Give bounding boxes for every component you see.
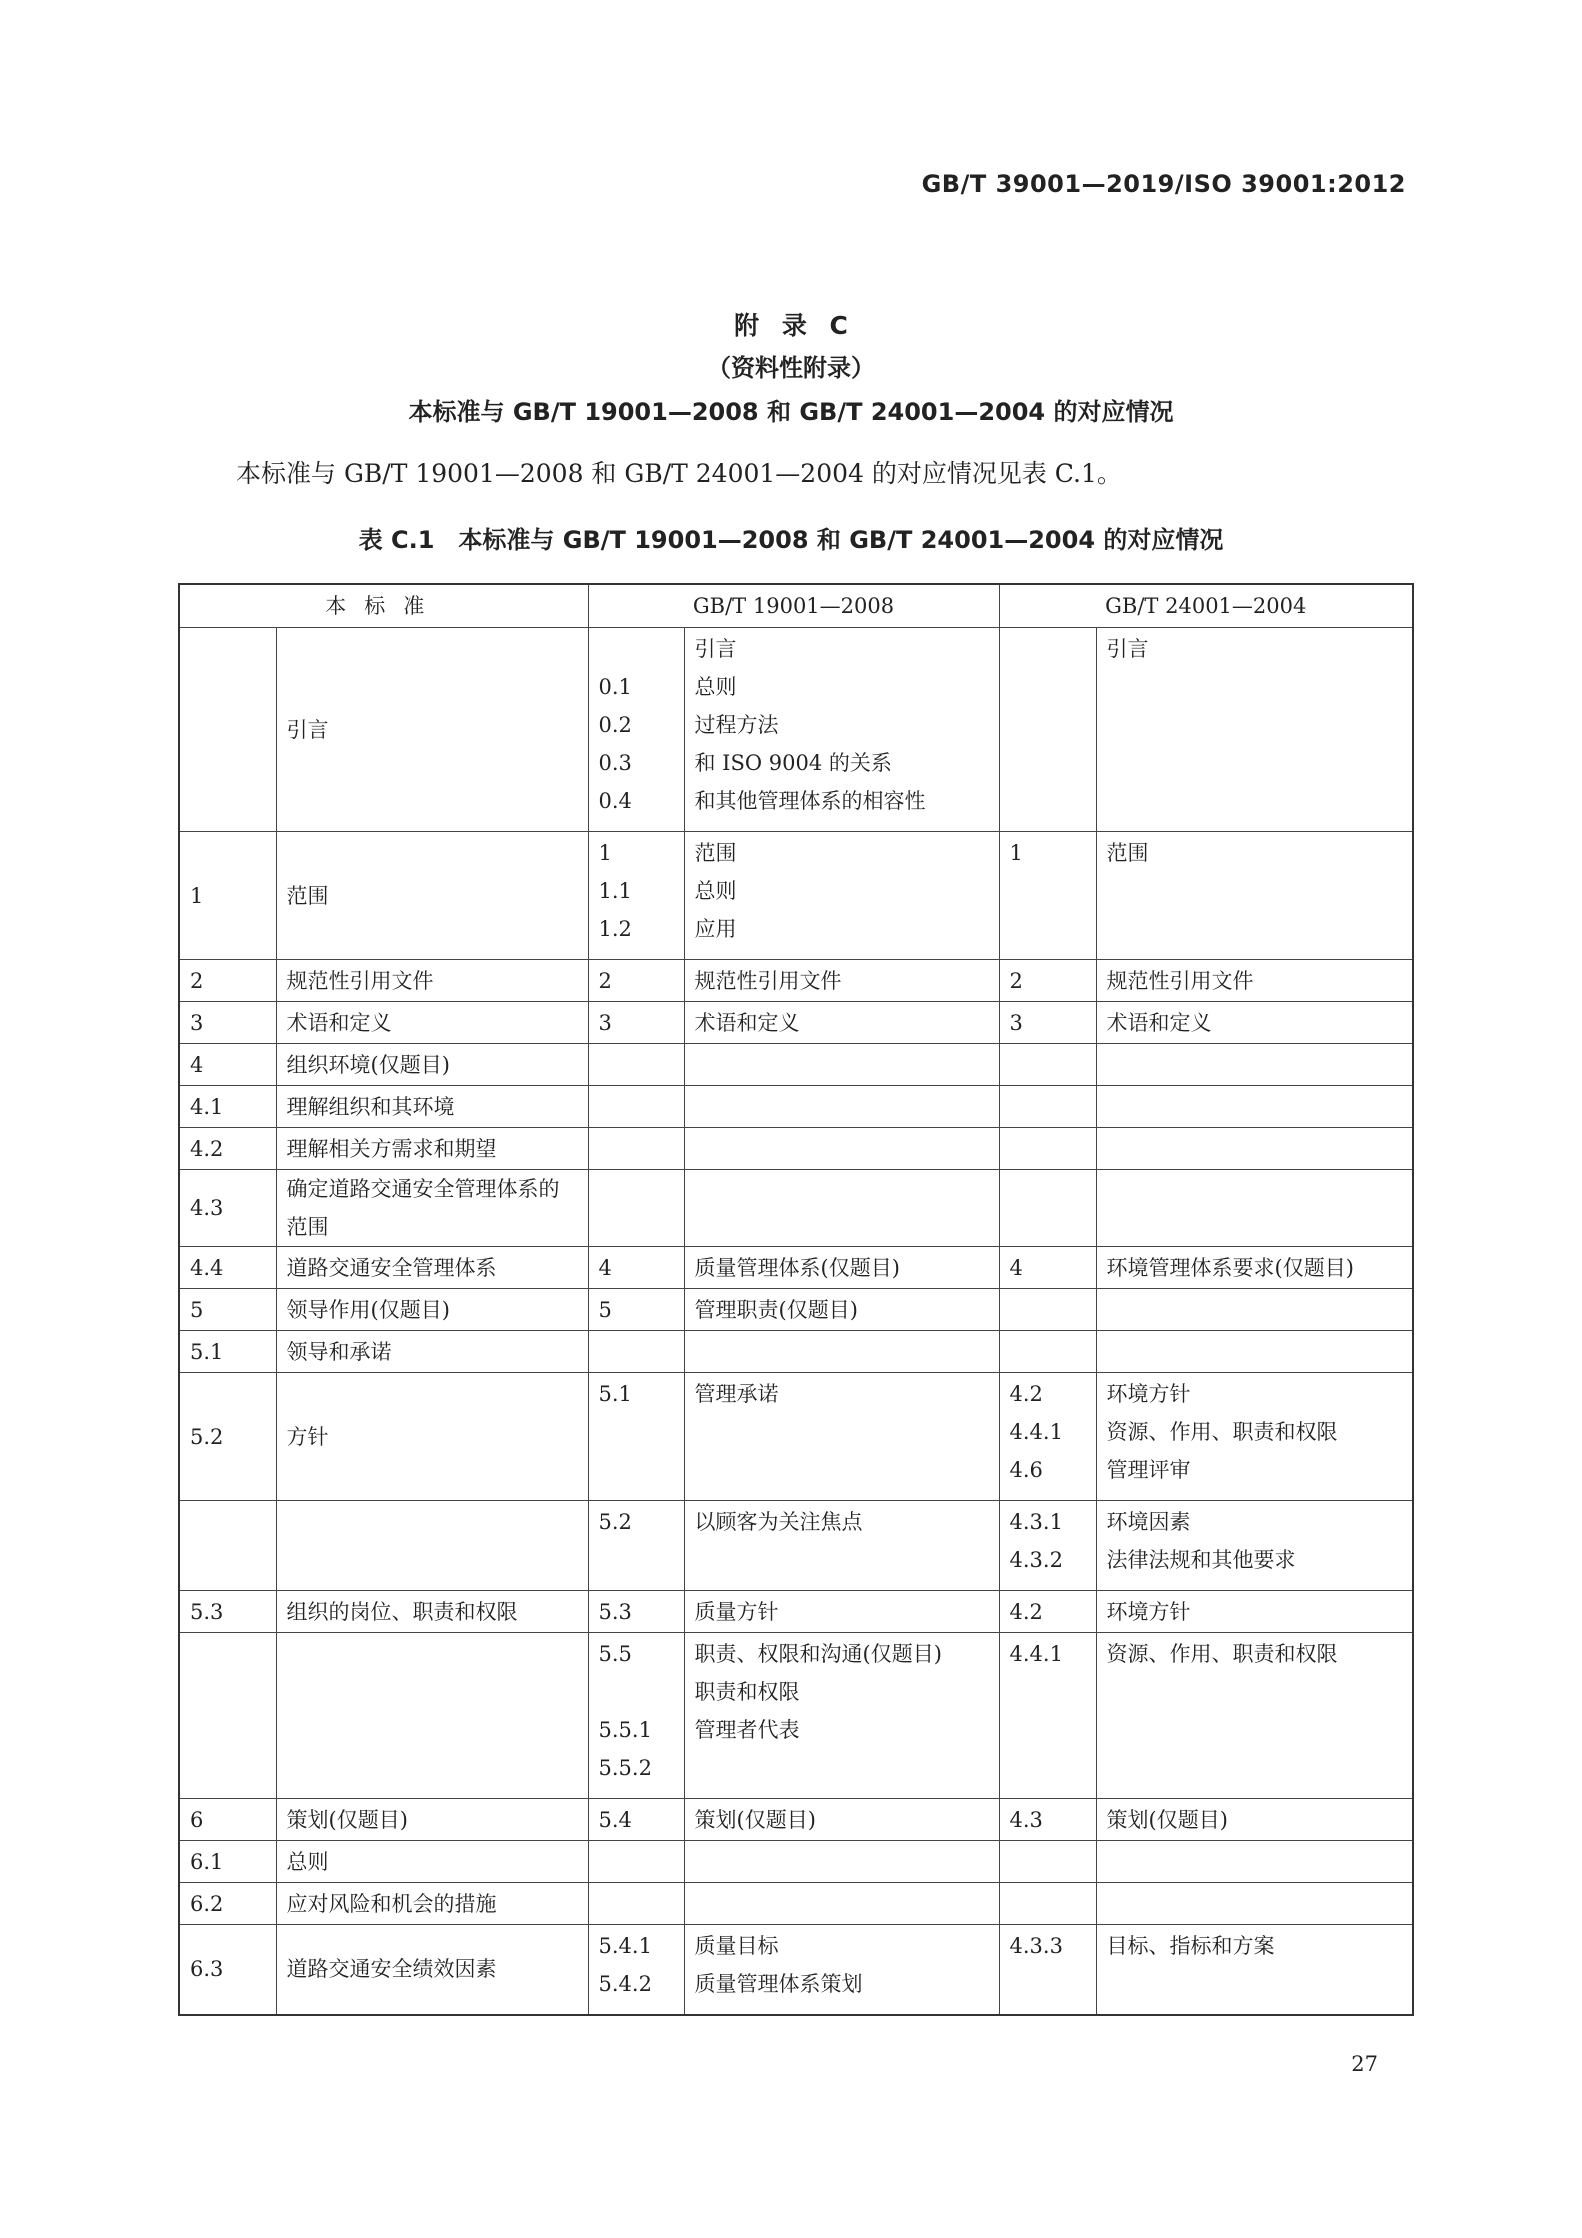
gbt19001-clause-title	[684, 1925, 999, 2015]
gbt24001-clause-number	[999, 960, 1096, 1002]
gbt24001-clause-number	[999, 832, 1096, 960]
gbt19001-clause-number-line: 1	[598, 841, 612, 865]
gbt19001-clause-number-line: 1.1	[598, 879, 632, 903]
table-row	[179, 1002, 1413, 1044]
gbt19001-clause-title-line: 引言	[694, 637, 737, 661]
gbt19001-clause-number-line: 4	[598, 1256, 612, 1280]
gbt19001-clause-title-line: 职责、权限和沟通(仅题目)	[694, 1642, 942, 1666]
gbt19001-clause-title	[684, 1247, 999, 1289]
gbt24001-clause-title-line: 策划(仅题目)	[1106, 1808, 1228, 1832]
gbt19001-clause-title-line: 质量管理体系(仅题目)	[694, 1256, 900, 1280]
gbt19001-clause-number	[588, 1128, 684, 1170]
gbt19001-clause-title-line: 管理职责(仅题目)	[694, 1298, 858, 1322]
gbt19001-clause-number	[588, 1373, 684, 1501]
gbt19001-clause-title	[684, 1883, 999, 1925]
gbt19001-clause-title-line: 规范性引用文件	[694, 969, 842, 993]
gbt24001-clause-title	[1096, 1044, 1413, 1086]
gbt24001-clause-number-line: 4.2	[1009, 1600, 1043, 1624]
gbt24001-clause-title-line: 范围	[1106, 841, 1149, 865]
gbt19001-clause-number	[588, 1799, 684, 1841]
gbt19001-clause-number-line: 0.2	[598, 713, 632, 737]
gbt24001-clause-number-line: 4.6	[1009, 1458, 1043, 1482]
std-clause-number: 4.4	[179, 1247, 276, 1289]
gbt19001-clause-number	[588, 1501, 684, 1591]
standard-code: GB/T 39001—2019/ISO 39001:2012	[921, 170, 1406, 198]
page-number: 27	[1351, 2052, 1378, 2076]
std-clause-number: 6.2	[179, 1883, 276, 1925]
gbt19001-clause-title-line: 质量方针	[694, 1600, 779, 1624]
gbt19001-clause-number-line: 5.4.2	[598, 1972, 652, 1996]
gbt19001-clause-number-line: 5.4	[598, 1808, 632, 1832]
std-clause-title: 策划(仅题目)	[276, 1799, 588, 1841]
table-row	[179, 1170, 1413, 1247]
gbt19001-clause-title-line: 总则	[694, 675, 737, 699]
std-clause-number: 5.1	[179, 1331, 276, 1373]
std-clause-title: 理解组织和其环境	[276, 1086, 588, 1128]
gbt24001-clause-number	[999, 1925, 1096, 2015]
gbt19001-clause-title-line: 和其他管理体系的相容性	[694, 789, 926, 813]
gbt19001-clause-number-line: 0.3	[598, 751, 632, 775]
appendix-label: 附 录 C	[734, 311, 848, 340]
std-clause-number: 3	[179, 1002, 276, 1044]
std-clause-title: 道路交通安全管理体系	[276, 1247, 588, 1289]
std-clause-number: 5.3	[179, 1591, 276, 1633]
gbt24001-clause-number	[999, 1799, 1096, 1841]
gbt19001-clause-number	[588, 1002, 684, 1044]
gbt19001-clause-number-line	[599, 1673, 674, 1711]
gbt24001-clause-number-line: 1	[1009, 841, 1023, 865]
gbt24001-clause-title	[1096, 1002, 1413, 1044]
std-clause-title: 总则	[276, 1841, 588, 1883]
table-row	[179, 832, 1413, 960]
gbt19001-clause-number	[588, 628, 684, 832]
table-row	[179, 1925, 1413, 2015]
table-row	[179, 1841, 1413, 1883]
gbt24001-clause-title	[1096, 628, 1413, 832]
gbt19001-clause-number	[588, 1841, 684, 1883]
gbt24001-clause-number	[999, 1128, 1096, 1170]
gbt24001-clause-title-line: 术语和定义	[1106, 1011, 1212, 1035]
gbt19001-clause-title-line: 以顾客为关注焦点	[694, 1510, 863, 1534]
gbt24001-clause-number-line: 4.3.3	[1009, 1934, 1063, 1958]
appendix-title: 本标准与 GB/T 19001—2008 和 GB/T 24001—2004 的对应情况	[408, 398, 1174, 426]
table-row	[179, 1086, 1413, 1128]
gbt19001-clause-number-line: 5.4.1	[598, 1934, 652, 1958]
gbt24001-clause-title-line: 资源、作用、职责和权限	[1106, 1642, 1338, 1666]
gbt24001-clause-number-line: 4.3.1	[1009, 1510, 1063, 1534]
std-clause-title: 范围	[276, 832, 588, 960]
gbt24001-clause-title-line: 资源、作用、职责和权限	[1106, 1420, 1338, 1444]
gbt24001-clause-title	[1096, 1128, 1413, 1170]
gbt24001-clause-number	[999, 1591, 1096, 1633]
gbt24001-clause-title	[1096, 1289, 1413, 1331]
std-clause-title: 规范性引用文件	[276, 960, 588, 1002]
gbt19001-clause-number	[588, 1591, 684, 1633]
gbt19001-clause-title-line: 质量管理体系策划	[694, 1972, 863, 1996]
gbt24001-clause-title	[1096, 1799, 1413, 1841]
gbt19001-clause-number-line: 5.5.1	[598, 1718, 652, 1742]
gbt19001-clause-title	[684, 960, 999, 1002]
gbt19001-clause-title	[684, 1331, 999, 1373]
gbt19001-clause-title	[684, 628, 999, 832]
gbt19001-clause-title-line: 管理承诺	[694, 1382, 779, 1406]
std-clause-number: 5	[179, 1289, 276, 1331]
gbt24001-clause-number-line: 2	[1009, 969, 1023, 993]
gbt19001-clause-title	[684, 1044, 999, 1086]
gbt19001-clause-title-line: 范围	[694, 841, 737, 865]
gbt19001-clause-title-line: 术语和定义	[694, 1011, 800, 1035]
table-row	[179, 1501, 1413, 1591]
gbt24001-clause-title	[1096, 960, 1413, 1002]
table-header-row	[179, 584, 1413, 628]
gbt19001-clause-number-line: 5.2	[598, 1510, 632, 1534]
table-row	[179, 1591, 1413, 1633]
gbt19001-clause-title	[684, 1633, 999, 1799]
gbt24001-clause-number-line: 4.3	[1009, 1808, 1043, 1832]
std-clause-number: 5.2	[179, 1373, 276, 1501]
std-clause-number	[179, 628, 276, 832]
gbt19001-clause-title	[684, 1799, 999, 1841]
gbt24001-clause-title	[1096, 1841, 1413, 1883]
table-row	[179, 1883, 1413, 1925]
std-clause-title: 引言	[276, 628, 588, 832]
gbt19001-clause-number-line	[599, 630, 674, 668]
table-row	[179, 1331, 1413, 1373]
table-row	[179, 1044, 1413, 1086]
gbt24001-clause-number-line: 4.2	[1009, 1382, 1043, 1406]
table-caption: 表 C.1 本标准与 GB/T 19001—2008 和 GB/T 24001—2004 的对应情况	[358, 526, 1224, 554]
gbt19001-clause-number-line: 0.1	[598, 675, 632, 699]
std-clause-number	[179, 1501, 276, 1591]
table-row	[179, 1799, 1413, 1841]
gbt24001-clause-title	[1096, 1086, 1413, 1128]
gbt24001-clause-title	[1096, 832, 1413, 960]
std-clause-number: 6.3	[179, 1925, 276, 2015]
gbt24001-clause-number	[999, 1247, 1096, 1289]
gbt24001-clause-number-line: 3	[1009, 1011, 1023, 1035]
table-row	[179, 1247, 1413, 1289]
gbt24001-clause-number	[999, 1633, 1096, 1799]
gbt24001-clause-number-line: 4.4.1	[1009, 1642, 1063, 1666]
gbt24001-clause-number-line: 4.3.2	[1009, 1548, 1063, 1572]
gbt19001-clause-title-line: 职责和权限	[694, 1680, 800, 1704]
gbt19001-clause-title-line: 总则	[694, 879, 737, 903]
gbt19001-clause-title	[684, 1501, 999, 1591]
gbt24001-clause-title-line: 规范性引用文件	[1106, 969, 1254, 993]
table-row	[179, 960, 1413, 1002]
std-clause-number: 1	[179, 832, 276, 960]
gbt24001-clause-number	[999, 1002, 1096, 1044]
std-clause-title	[276, 1633, 588, 1799]
gbt24001-clause-number-line: 4	[1009, 1256, 1023, 1280]
std-clause-number: 4.1	[179, 1086, 276, 1128]
gbt24001-clause-number	[999, 1883, 1096, 1925]
gbt19001-clause-number	[588, 960, 684, 1002]
gbt19001-clause-title-line: 应用	[694, 917, 737, 941]
std-clause-title: 应对风险和机会的措施	[276, 1883, 588, 1925]
gbt19001-clause-number	[588, 1925, 684, 2015]
header-gbt24001: GB/T 24001—2004	[999, 584, 1413, 628]
gbt19001-clause-title	[684, 1002, 999, 1044]
gbt19001-clause-title	[684, 1373, 999, 1501]
gbt19001-clause-title-line: 和 ISO 9004 的关系	[694, 751, 892, 775]
std-clause-number: 2	[179, 960, 276, 1002]
gbt24001-clause-number	[999, 1331, 1096, 1373]
gbt19001-clause-number-line: 3	[598, 1011, 612, 1035]
gbt24001-clause-number	[999, 1086, 1096, 1128]
gbt24001-clause-title	[1096, 1331, 1413, 1373]
gbt19001-clause-number	[588, 1883, 684, 1925]
std-clause-title: 理解相关方需求和期望	[276, 1128, 588, 1170]
gbt24001-clause-title	[1096, 1170, 1413, 1247]
gbt19001-clause-title-line: 策划(仅题目)	[694, 1808, 816, 1832]
std-clause-number: 6.1	[179, 1841, 276, 1883]
gbt19001-clause-title	[684, 1591, 999, 1633]
gbt19001-clause-title-line: 质量目标	[694, 1934, 779, 1958]
gbt19001-clause-number	[588, 1331, 684, 1373]
std-clause-title: 术语和定义	[276, 1002, 588, 1044]
gbt24001-clause-title-line: 环境方针	[1106, 1382, 1191, 1406]
gbt24001-clause-title-line: 目标、指标和方案	[1106, 1934, 1275, 1958]
table-row	[179, 1633, 1413, 1799]
gbt19001-clause-number	[588, 1044, 684, 1086]
correspondence-table	[178, 583, 1414, 2016]
std-clause-number	[179, 1633, 276, 1799]
gbt19001-clause-number-line: 5.5	[598, 1642, 632, 1666]
gbt24001-clause-title	[1096, 1501, 1413, 1591]
gbt24001-clause-number	[999, 1044, 1096, 1086]
gbt24001-clause-title	[1096, 1883, 1413, 1925]
gbt24001-clause-title	[1096, 1925, 1413, 2015]
std-clause-title: 方针	[276, 1373, 588, 1501]
table-row	[179, 1289, 1413, 1331]
gbt19001-clause-number	[588, 1086, 684, 1128]
std-clause-number: 4	[179, 1044, 276, 1086]
gbt24001-clause-number	[999, 1373, 1096, 1501]
gbt19001-clause-number-line: 5.5.2	[598, 1756, 652, 1780]
gbt24001-clause-title	[1096, 1247, 1413, 1289]
std-clause-title	[276, 1501, 588, 1591]
gbt19001-clause-title	[684, 1289, 999, 1331]
gbt24001-clause-number	[999, 1289, 1096, 1331]
gbt19001-clause-number-line: 5.1	[598, 1382, 632, 1406]
gbt24001-clause-number-line	[1010, 630, 1086, 668]
gbt24001-clause-title-line: 环境管理体系要求(仅题目)	[1106, 1256, 1354, 1280]
gbt24001-clause-number	[999, 1170, 1096, 1247]
gbt24001-clause-title	[1096, 1633, 1413, 1799]
gbt19001-clause-title	[684, 1128, 999, 1170]
gbt19001-clause-number	[588, 1170, 684, 1247]
gbt19001-clause-number	[588, 832, 684, 960]
gbt19001-clause-number	[588, 1633, 684, 1799]
gbt19001-clause-title-line: 过程方法	[694, 713, 779, 737]
gbt19001-clause-number-line: 0.4	[598, 789, 632, 813]
gbt19001-clause-number-line: 2	[598, 969, 612, 993]
std-clause-title: 道路交通安全绩效因素	[276, 1925, 588, 2015]
gbt24001-clause-number-line: 4.4.1	[1009, 1420, 1063, 1444]
table-row	[179, 1373, 1413, 1501]
std-clause-number: 4.3	[179, 1170, 276, 1247]
gbt19001-clause-title-line: 管理者代表	[694, 1718, 800, 1742]
std-clause-number: 4.2	[179, 1128, 276, 1170]
gbt19001-clause-title	[684, 1170, 999, 1247]
header-gbt19001: GB/T 19001—2008	[588, 584, 999, 628]
std-clause-title: 组织环境(仅题目)	[276, 1044, 588, 1086]
gbt19001-clause-number-line: 5.3	[598, 1600, 632, 1624]
gbt24001-clause-title-line: 环境因素	[1106, 1510, 1191, 1534]
std-clause-number: 6	[179, 1799, 276, 1841]
gbt19001-clause-number-line: 5	[598, 1298, 612, 1322]
gbt24001-clause-title-line: 引言	[1106, 637, 1149, 661]
gbt24001-clause-number	[999, 1501, 1096, 1591]
gbt19001-clause-title	[684, 1086, 999, 1128]
gbt24001-clause-number	[999, 1841, 1096, 1883]
std-clause-title: 组织的岗位、职责和权限	[276, 1591, 588, 1633]
std-clause-title: 确定道路交通安全管理体系的范围	[276, 1170, 588, 1247]
gbt19001-clause-title	[684, 1841, 999, 1883]
gbt19001-clause-title	[684, 832, 999, 960]
gbt24001-clause-number	[999, 628, 1096, 832]
std-clause-title: 领导和承诺	[276, 1331, 588, 1373]
gbt19001-clause-number	[588, 1289, 684, 1331]
gbt19001-clause-number-line: 1.2	[598, 917, 632, 941]
gbt24001-clause-title-line: 管理评审	[1106, 1458, 1191, 1482]
std-clause-title: 领导作用(仅题目)	[276, 1289, 588, 1331]
intro-paragraph: 本标准与 GB/T 19001—2008 和 GB/T 24001—2004 的对应情况见表 C.1。	[236, 459, 1122, 488]
gbt24001-clause-title	[1096, 1591, 1413, 1633]
header-this-standard: 本标准	[179, 584, 588, 628]
appendix-type: （资料性附录）	[707, 354, 875, 382]
gbt24001-clause-title-line: 法律法规和其他要求	[1106, 1548, 1296, 1572]
gbt24001-clause-title	[1096, 1373, 1413, 1501]
table-row	[179, 628, 1413, 832]
gbt19001-clause-number	[588, 1247, 684, 1289]
gbt24001-clause-title-line: 环境方针	[1106, 1600, 1191, 1624]
table-row	[179, 1128, 1413, 1170]
table-body	[179, 628, 1413, 2015]
